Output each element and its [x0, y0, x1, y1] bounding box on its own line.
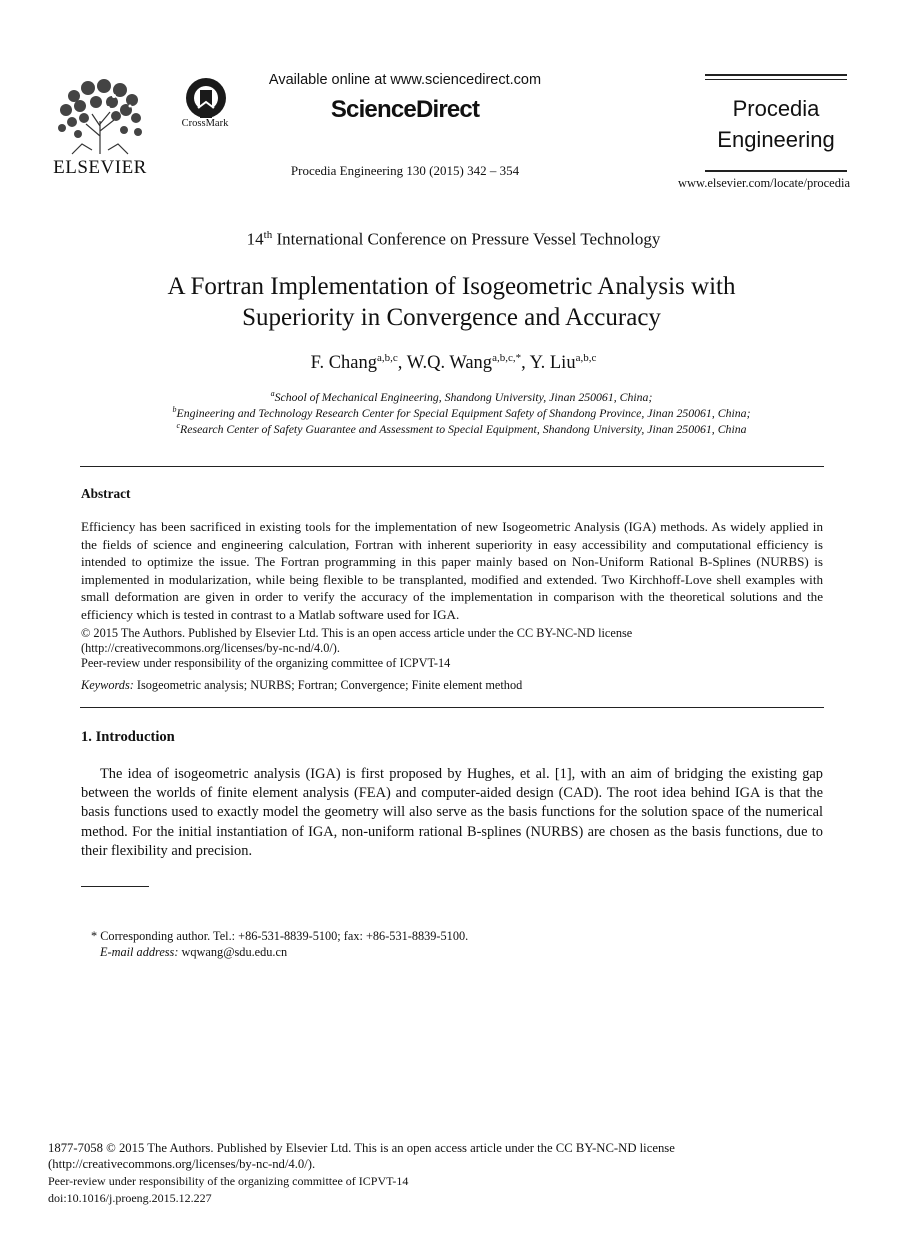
publisher-name: ELSEVIER [53, 157, 147, 178]
introduction-paragraph: The idea of isogeometric analysis (IGA) is first proposed by Hughes, et al. [1], with an aim of bridging the existing gap between the worlds of finite element analysis (FEA) and computer-aided design (CAD). The root idea behind IGA is that the basis functions used to exactly model the geometry will also serve as the basis functions for the solution space of the numerical method. For the initial instantiation of IGA, non-uniform rational B-splines (NURBS) are chosen as the basis functions, due to their flexibility and precision. [81, 766, 823, 859]
author-separator: , [521, 353, 530, 374]
affiliation-text: Research Center of Safety Guarantee and Assessment to Special Equipment, Shandong University, Jinan 250061, China [180, 421, 747, 436]
journal-title-rule-top [705, 74, 847, 76]
conference-title: International Conference on Pressure Vessel Technology [272, 229, 661, 249]
journal-title-rule-top-thin [705, 79, 847, 80]
journal-title [705, 93, 847, 155]
affiliation-mark: b [172, 405, 177, 414]
keywords-label: Keywords: [81, 678, 134, 692]
conference-ordinal-suffix: th [263, 229, 273, 241]
journal-reference: Procedia Engineering 130 (2015) 342 – 354 [290, 163, 520, 178]
abstract-body [81, 518, 823, 624]
email-label: E-mail address: [100, 945, 179, 959]
paper-title-line2: Superiority in Convergence and Accuracy [242, 304, 661, 331]
abstract-heading: Abstract [81, 486, 131, 501]
author-list [0, 352, 907, 374]
journal-title-line1: Procedia [732, 96, 820, 121]
abstract-top-rule [80, 466, 824, 467]
keywords-line [81, 678, 522, 693]
author-affiliation-marks: a,b,c,* [492, 352, 522, 364]
issn-copyright-line: 1877-7058 © 2015 The Authors. Published by Elsevier Ltd. This is an open access article under the CC BY-NC-ND license [48, 1141, 675, 1155]
bottom-peer-review: Peer-review under responsibility of the organizing committee of ICPVT-14 [48, 1174, 409, 1188]
email-line [100, 945, 287, 960]
abstract-paragraph: Efficiency has been sacrificed in existing tools for the implementation of new Isogeometric Analysis (IGA) methods. As widely applied in the fields of science and engineering calculation, Fortran with inherent superiority in easy accessibility and computational efficiency is intended to optimize the issue. The Fortran programming in this paper mainly based on Non-Uniform Rational B-Splines (NURBS) is implemented in modularization, while being flexible to be transplanted, modified and extended. Two Kirchhoff-Love shell examples with small deformation are given in order to verify the accuracy of the implementation in comparison with the theoretical solutions and the efficiency which is tested in contrast to a Matlab software used for IGA. [81, 519, 823, 622]
journal-title-line2: Engineering [717, 127, 835, 152]
affiliation-text: School of Mechanical Engineering, Shandong University, Jinan 250061, China; [274, 389, 653, 404]
author-affiliation-marks: a,b,c [377, 352, 398, 364]
author-name: Y. Liu [529, 353, 576, 374]
available-online-text: Available online at www.sciencedirect.com [268, 72, 542, 88]
peer-review-note: Peer-review under responsibility of the organizing committee of ICPVT-14 [81, 656, 451, 670]
corresponding-author-note: * Corresponding author. Tel.: +86-531-8839-5100; fax: +86-531-8839-5100. [91, 929, 469, 943]
crossmark-label: CrossMark [181, 118, 229, 129]
conference-name [0, 229, 907, 250]
author-name: F. Chang [310, 353, 378, 374]
abstract-bottom-rule [80, 707, 824, 708]
affiliation-mark: a [270, 389, 275, 398]
journal-url-link[interactable]: www.elsevier.com/locate/procedia [677, 176, 850, 190]
copyright-line1: © 2015 The Authors. Published by Elsevier Ltd. This is an open access article under the CC BY-NC-ND license [81, 626, 633, 640]
journal-title-rule-bottom [705, 170, 847, 172]
affiliation-mark: c [176, 421, 181, 430]
sciencedirect-brand[interactable]: ScienceDirect [330, 96, 480, 123]
bottom-license-link[interactable]: (http://creativecommons.org/licenses/by-nc-nd/4.0/). [48, 1157, 316, 1171]
author-affiliation-marks: a,b,c [575, 352, 597, 364]
author-name: W.Q. Wang [406, 353, 493, 374]
paper-title [80, 271, 823, 333]
introduction-heading: 1. Introduction [81, 729, 175, 745]
doi-link[interactable]: doi:10.1016/j.proeng.2015.12.227 [48, 1191, 212, 1205]
affiliation-a [80, 389, 843, 405]
conference-ordinal: 14 [246, 229, 264, 249]
affiliation-text: Engineering and Technology Research Center for Special Equipment Safety of Shandong Province, Jinan 250061, China; [176, 405, 751, 420]
footnote-rule [81, 886, 149, 887]
affiliation-b [80, 405, 843, 421]
email-address[interactable]: wqwang@sdu.edu.cn [178, 945, 288, 959]
paper-title-line1: A Fortran Implementation of Isogeometric Analysis with [167, 273, 736, 300]
keywords-list: Isogeometric analysis; NURBS; Fortran; Convergence; Finite element method [133, 678, 523, 692]
affiliation-c [80, 421, 843, 437]
license-link[interactable]: (http://creativecommons.org/licenses/by-nc-nd/4.0/). [81, 641, 340, 655]
author-separator: , [397, 353, 407, 374]
